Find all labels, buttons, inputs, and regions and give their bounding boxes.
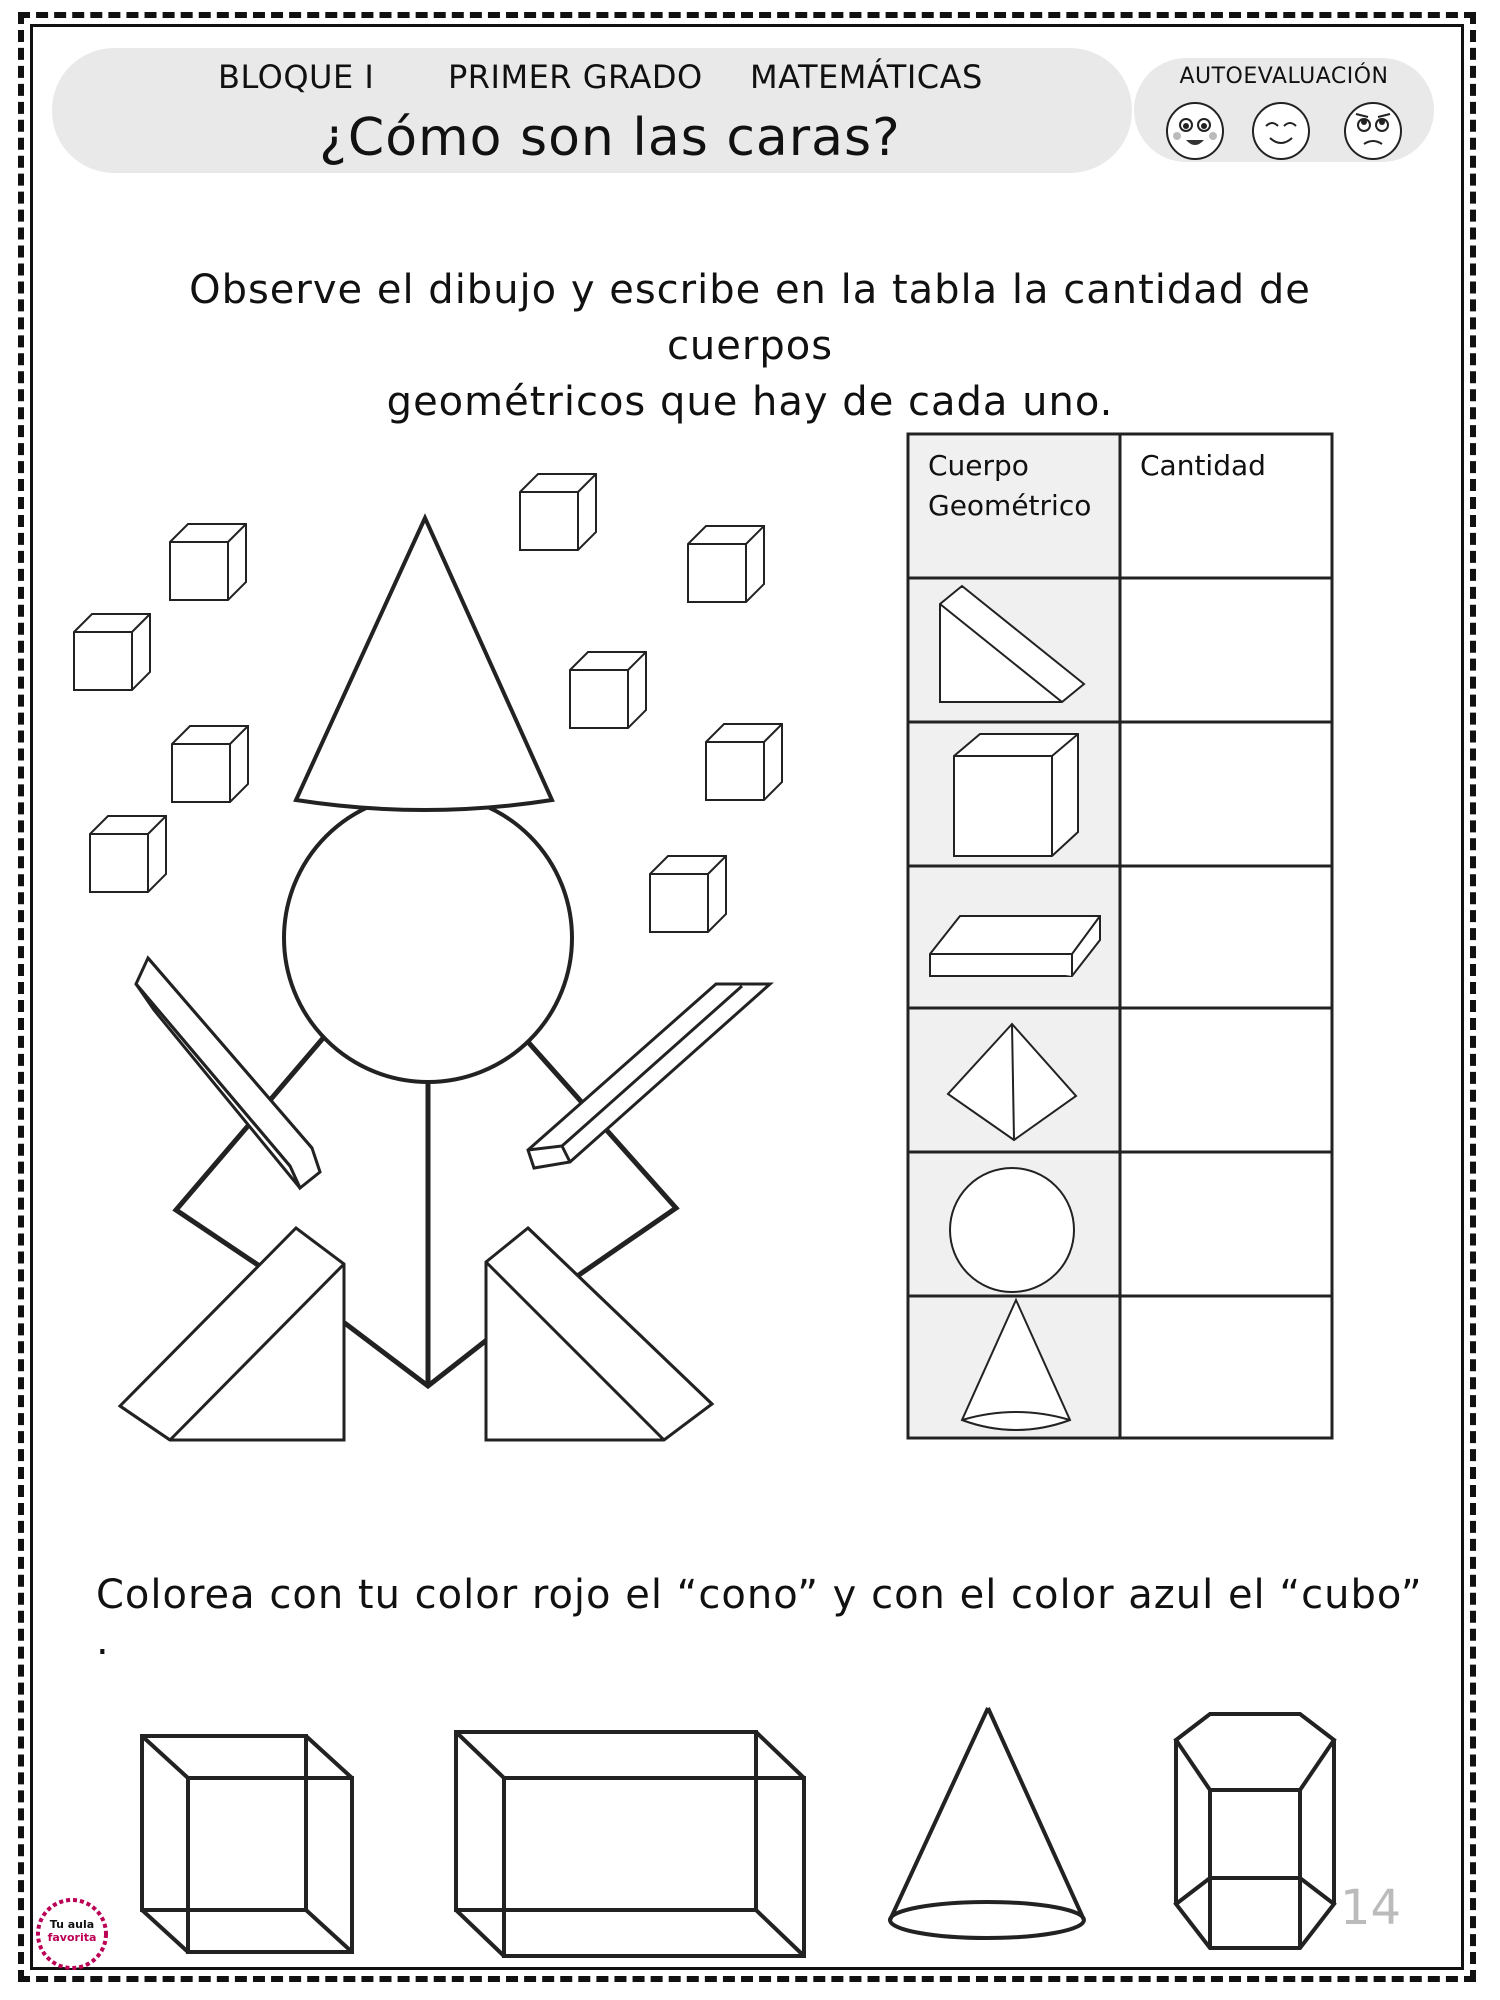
logo-line1: Tu aula [49,1918,95,1931]
logo-line2: favorita [47,1931,97,1944]
subject-label: MATEMÁTICAS [750,58,983,96]
robot-head-sphere [284,794,572,1082]
logo [36,1918,108,1944]
sphere-icon [950,1168,1074,1292]
instruction-coloring: Colorea con tu color rojo el “cono” y con el color azul el “cubo” . [96,1572,1423,1664]
self-evaluation-label: AUTOEVALUACIÓN [1179,64,1389,89]
answer-cell-sphere[interactable] [1124,1156,1328,1294]
instruction-line-2: geométricos que hay de cada uno. [386,379,1114,425]
rectangular-prism-icon [930,916,1100,976]
answer-cell-triangular-prism[interactable] [1124,582,1328,720]
page-number: 14 [1340,1880,1402,1936]
page-title: ¿Cómo son las caras? [319,108,901,168]
grade-label: PRIMER GRADO [448,58,703,96]
table-header-quantity: Cantidad [1140,449,1266,482]
answer-cell-rectangular-prism[interactable] [1124,870,1328,1006]
table-header-body [928,446,1091,526]
block-label: BLOQUE I [218,58,375,96]
bottom-cone [890,1708,1084,1938]
answer-cell-pyramid[interactable] [1124,1012,1328,1150]
bottom-cube [142,1736,352,1952]
bottom-hexagonal-prism [1176,1714,1334,1948]
cube-icon [954,734,1078,856]
table-header-body-line2: Geométrico [928,489,1092,522]
instruction-line-1: Observe el dibujo y escribe en la tabla la cantidad de cuerpos [189,267,1311,369]
answer-cell-cone[interactable] [1124,1300,1328,1434]
table-header-body-line1: Cuerpo [928,449,1029,482]
bottom-rectangular-prism [456,1732,804,1956]
robot-hat-cone [296,518,552,810]
answer-cell-cube[interactable] [1124,726,1328,864]
